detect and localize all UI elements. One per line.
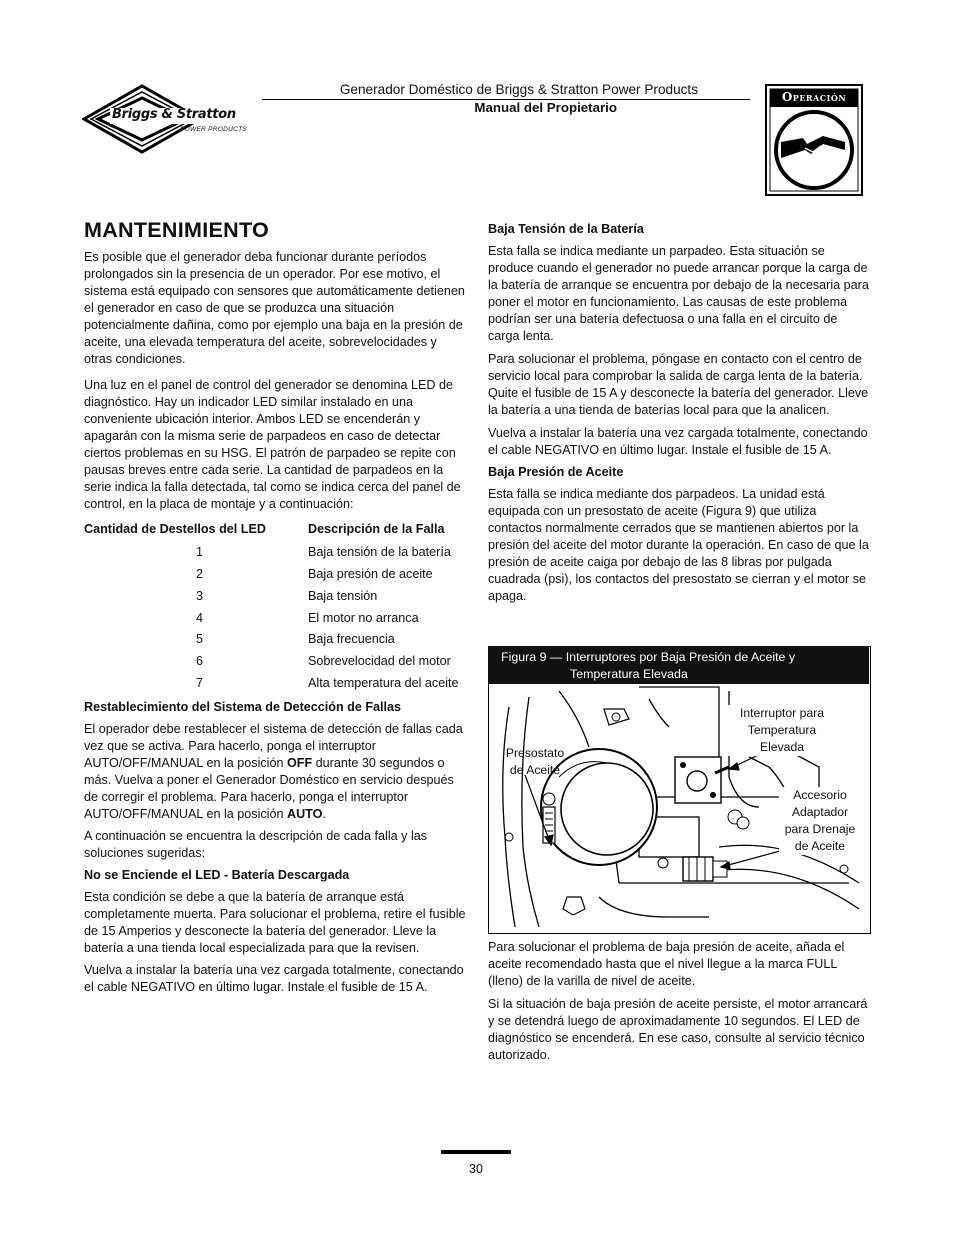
reset-off-keyword: OFF (286, 756, 313, 771)
label-drain-adapter (779, 787, 861, 855)
label-drain-line3: para Drenaje (784, 822, 856, 836)
figure-caption (488, 646, 869, 684)
figure-caption-line1: Figura 9 — Interruptores por Baja Presión de Aceite y (501, 650, 796, 664)
label-oil-pressure-line2: de Aceite (509, 763, 561, 777)
label-temp-line2: Temperatura Elevada (747, 723, 817, 754)
battery-paragraph-1: Esta falla se indica mediante un parpadeo. Esta situación se produce cuando el generador no puede arrancar porque la carga de la batería de arranque se encuentra por debajo de la necesaria para poner el motor en funcionamiento. Las causas de este problema podrían ser una batería defectuosa o una falla en el circuito de carga lenta. (488, 244, 869, 343)
table-row (84, 650, 466, 672)
oil-pressure-heading: Baja Presión de Aceite (488, 465, 624, 479)
label-drain-line1: Accesorio (793, 788, 847, 802)
header-title: Generador Doméstico de Briggs & Stratton Power Products (339, 82, 698, 97)
reset-text-e: . (322, 807, 326, 822)
fault-description: Sobrevelocidad del motor (308, 654, 451, 669)
operacion-badge (765, 84, 863, 196)
label-temp-switch (727, 705, 837, 756)
flash-count: 5 (196, 632, 204, 647)
table-row (84, 563, 466, 585)
label-drain-line2: Adaptador (791, 805, 849, 819)
label-oil-pressure-switch (495, 745, 575, 779)
reset-text-c: durante 30 segundos o más. Vuelva a poner el Generador Doméstico en servicio después de corregir el problema. Para hacerlo, ponga el interruptor AUTO/OFF/MANUAL en la posición (84, 756, 454, 822)
reset-auto-keyword: AUTO (286, 807, 323, 822)
fault-description: Baja frecuencia (308, 632, 395, 647)
page-number-bar (441, 1150, 511, 1154)
flash-table-header (84, 519, 466, 541)
intro-paragraph-1: Es posible que el generador deba funcionar durante períodos prolongados sin la presencia de un operador. Por ese motivo, el sistema está equipado con sensores que automáticamente detienen el generador en caso de que se produzca una situación potencialmente dañina, como por ejemplo una baja en la presión de aceite, una elevada temperatura del aceite, sobrevelocidades y otras condiciones. (84, 250, 465, 366)
fault-description: Baja presión de aceite (308, 566, 433, 581)
battery-heading: Baja Tensión de la Batería (488, 222, 644, 236)
right-column-bottom (488, 939, 870, 1064)
badge-label: Operación (781, 90, 847, 104)
faults-intro: A continuación se encuentra la descripción de cada falla y las soluciones sugeridas: (84, 829, 428, 861)
table-row (84, 585, 466, 607)
reset-text-a: El operador debe restablecer el sistema de detección de fallas cada vez que se activa. Para hacerlo, ponga el interruptor AUTO/OFF/MANUAL en la posición (84, 722, 463, 771)
battery-paragraph-3: Vuelva a instalar la batería una vez cargada totalmente, conectando el cable NEGATIVO en último lugar. Instale el fusible de 15 A. (488, 426, 868, 457)
intro-paragraph-2: Una luz en el panel de control del generador se denomina LED de diagnóstico. Hay un indicador LED similar instalado en una conveniente ubicación interior. Ambos LED se encenderán y apagarán con la misma serie de parpadeos en caso de detectar ciertos problemas en su HSG. El patrón de parpadeo se repite con pausas breves entre cada serie. La cantidad de parpadeos en la serie indica la falla detectada, tal como se indica cerca del panel de control, en la placa de montaje y a continuación: (84, 378, 461, 511)
led-off-paragraph-2: Vuelva a instalar la batería una vez cargada totalmente, conectando el cable NEGATIVO en último lugar. Instale el fusible de 15 A. (84, 963, 464, 995)
led-off-paragraph-1: Esta condición se debe a que la batería de arranque está completamente muerta. Para solucionar el problema, retire el fusible de 15 Amperios y desconecte la batería del generador. Lleve la batería a una tienda local especializada para que la revisen. (84, 890, 466, 956)
table-row (84, 541, 466, 563)
reset-paragraph (84, 721, 466, 823)
flash-count: 6 (196, 654, 204, 669)
label-oil-pressure-line1: Presostato (505, 746, 565, 760)
flash-count: 2 (196, 566, 204, 581)
flash-count: 1 (196, 544, 204, 559)
battery-paragraph-2: Para solucionar el problema, póngase en contacto con el centro de servicio local para comprobar la salida de carga lenta de la batería. Quite el fusible de 15 A y desconecte la batería del generador. Lleve la batería a una tienda de baterías local para que la analicen. (488, 352, 869, 417)
page-heading: MANTENIMIENTO (84, 218, 270, 242)
flash-count: 7 (196, 676, 204, 691)
briggs-stratton-logo (82, 84, 260, 154)
label-drain-line4: de Aceite (794, 839, 846, 853)
page-number: 30 (469, 1162, 483, 1176)
led-off-heading: No se Enciende el LED - Batería Descargada (84, 868, 350, 883)
figure-caption-line2: Temperatura Elevada (570, 667, 688, 681)
fault-description: El motor no arranca (308, 610, 419, 625)
fault-description: Baja tensión (308, 588, 378, 603)
logo-sub-text: POWER PRODUCTS (180, 126, 248, 133)
label-temp-line1: Interruptor para (739, 706, 824, 720)
logo-brand-text: Briggs & Stratton (112, 107, 236, 122)
oil-pressure-paragraph-2: Para solucionar el problema de baja presión de aceite, añada el aceite recomendado hasta que el nivel llegue a la marca FULL (lleno) de la varilla de nivel de aceite. (488, 940, 845, 988)
fault-description: Alta temperatura del aceite (308, 676, 459, 691)
left-column (84, 249, 466, 996)
table-row (84, 607, 466, 629)
flash-count-header: Cantidad de Destellos del LED (84, 522, 266, 537)
flash-code-table (84, 519, 466, 694)
oil-pressure-paragraph-3: Si la situación de baja presión de aceite persiste, el motor arrancará y se detendrá luego de aproximadamente 10 segundos. El LED de diagnóstico se encenderá. En ese caso, consulte al servicio técnico autorizado. (488, 997, 868, 1062)
flash-count: 3 (196, 588, 204, 603)
reset-heading: Restablecimiento del Sistema de Detección de Fallas (84, 700, 402, 715)
table-row (84, 672, 466, 694)
fault-description: Baja tensión de la batería (308, 544, 451, 559)
table-row (84, 628, 466, 650)
figure-9 (488, 646, 871, 934)
header-subtitle: Manual del Propietario (474, 100, 617, 115)
fault-description-header: Descripción de la Falla (308, 522, 445, 537)
flash-count: 4 (196, 610, 204, 625)
oil-pressure-paragraph-1: Esta falla se indica mediante dos parpadeos. La unidad está equipada con un presostato de aceite (Figura 9) que utiliza contactos normalmente cerrados que se mantienen abiertos por la presión del aceite del motor durante la operación. En caso de que la presión de aceite caiga por debajo de las 8 libras por pulgada cuadrada (psi), los contactos del presostato se cierran y el motor se apaga. (488, 487, 869, 603)
right-column-top (488, 221, 870, 605)
